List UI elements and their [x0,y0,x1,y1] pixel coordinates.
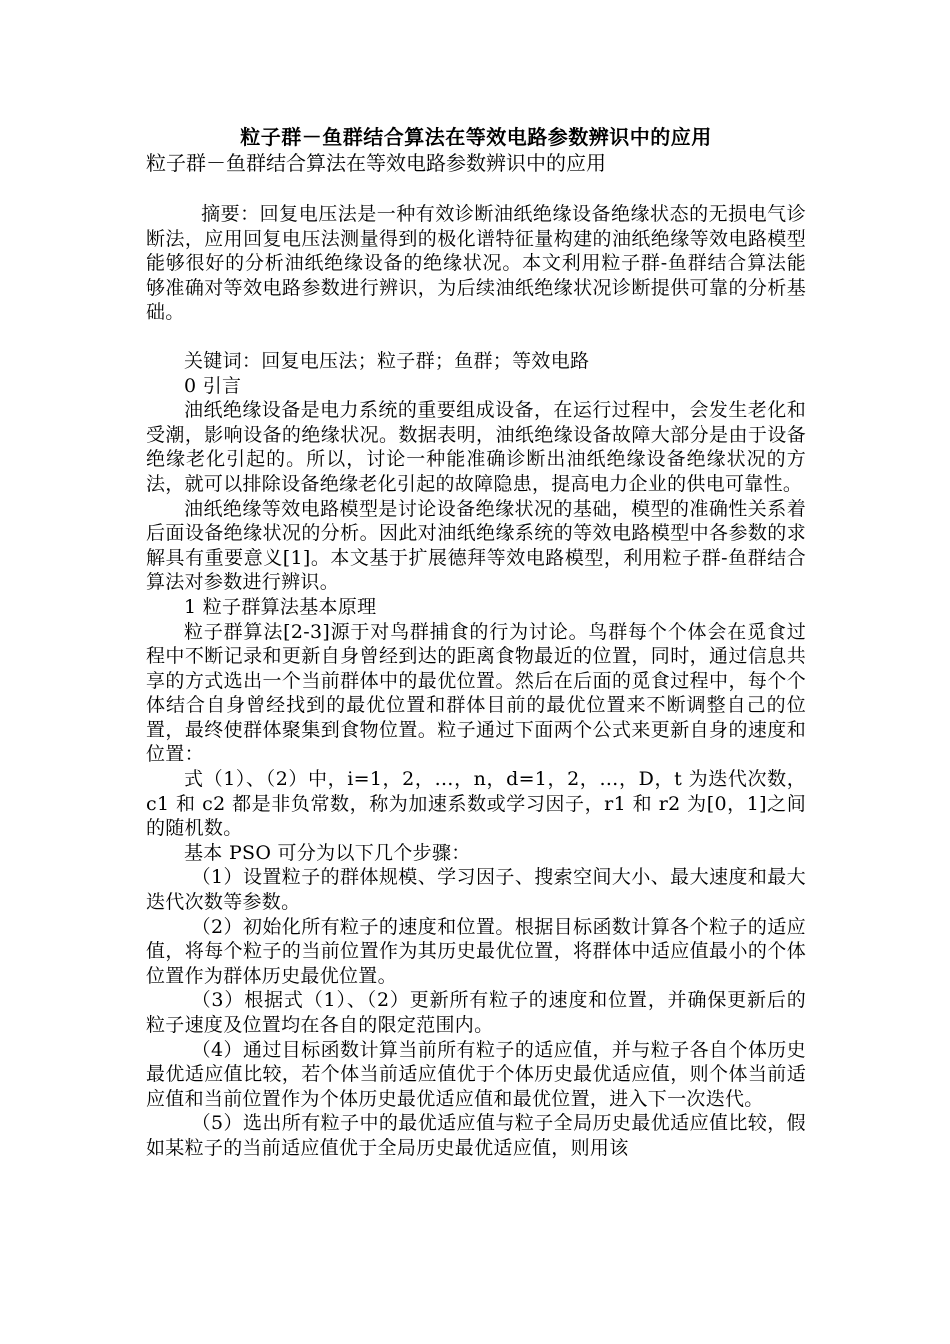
pso-step-4: （4）通过目标函数计算当前所有粒子的适应值，并与粒子各自个体历史最优适应值比较，若个体当前适应值优于个体历史最优适应值，则个体当前适应值和当前位置作为个体历史最优适应值和最优位置，进入下一次迭代。 [146,1038,806,1110]
document-page [146,124,806,1161]
pso-step-3: （3）根据式（1）、（2）更新所有粒子的速度和位置，并确保更新后的粒子速度及位置均在各自的限定范围内。 [146,989,806,1036]
section-heading-pso: 1 粒子群算法基本原理 [184,595,377,618]
pso-paragraph-1: 粒子群算法[2-3]源于对鸟群捕食的行为讨论。鸟群每个个体会在觅食过程中不断记录和更新自身曾经到达的距离食物最近的位置，同时，通过信息共享的方式选出一个当前群体中的最优位置。然后在后面的觅食过程中，每个个体结合自身曾经找到的最优位置和群体目前的最优位置来不断调整自己的位置，最终使群体聚集到食物位置。粒子通过下面两个公式来更新自身的速度和位置： [146,620,806,766]
abstract-paragraph: 摘要：回复电压法是一种有效诊断油纸绝缘设备绝缘状态的无损电气诊断法，应用回复电压法测量得到的极化谱特征量构建的油纸绝缘等效电路模型能够很好的分析油纸绝缘设备的绝缘状况。本文利用粒子群-鱼群结合算法能够准确对等效电路参数进行辨识，为后续油纸绝缘状况诊断提供可靠的分析基础。 [146,203,806,324]
document-title: 粒子群－鱼群结合算法在等效电路参数辨识中的应用 [240,125,712,149]
keywords-line: 关键词：回复电压法；粒子群；鱼群；等效电路 [184,349,590,372]
intro-paragraph-1: 油纸绝缘设备是电力系统的重要组成设备，在运行过程中，会发生老化和受潮，影响设备的绝缘状况。数据表明，油纸绝缘设备故障大部分是由于设备绝缘老化引起的。所以，讨论一种能准确诊断出油纸绝缘设备绝缘状况的方法，就可以排除设备绝缘老化引起的故障隐患，提高电力企业的供电可靠性。 [146,399,806,495]
pso-step-5: （5）选出所有粒子中的最优适应值与粒子全局历史最优适应值比较，假如某粒子的当前适应值优于全局历史最优适应值，则用该 [146,1112,806,1159]
pso-paragraph-2: 式（1）、（2）中，i=1，2，…，n，d=1，2，…，D，t 为迭代次数，c1 和 c2 都是非负常数，称为加速系数或学习因子，r1 和 r2 为[0，1]之间的随机数。 [146,768,806,840]
intro-paragraph-2: 油纸绝缘等效电路模型是讨论设备绝缘状况的基础，模型的准确性关系着后面设备绝缘状况的分析。因此对油纸绝缘系统的等效电路模型中各参数的求解具有重要意义[1]。本文基于扩展德拜等效电路模型，利用粒子群-鱼群结合算法对参数进行辨识。 [146,497,806,594]
pso-step-2: （2）初始化所有粒子的速度和位置。根据目标函数计算各个粒子的适应值，将每个粒子的当前位置作为其历史最优位置，将群体中适应值最小的个体位置作为群体历史最优位置。 [146,915,806,987]
section-heading-introduction: 0 引言 [184,374,242,397]
document-subtitle: 粒子群－鱼群结合算法在等效电路参数辨识中的应用 [146,151,606,175]
pso-paragraph-3: 基本 PSO 可分为以下几个步骤： [184,841,471,864]
pso-step-1: （1）设置粒子的群体规模、学习因子、搜索空间大小、最大速度和最大迭代次数等参数。 [146,866,806,914]
